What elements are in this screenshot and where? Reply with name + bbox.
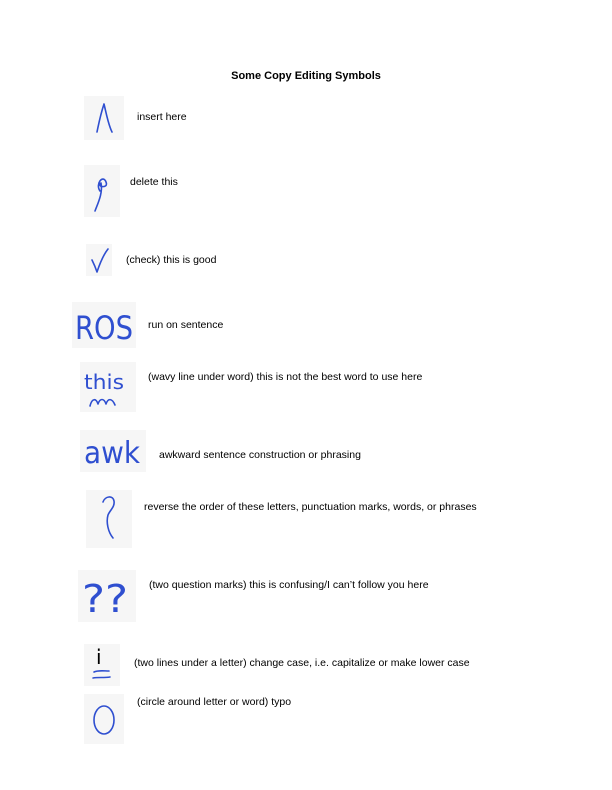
svg-text:this: this [84, 370, 124, 394]
delete-icon [84, 165, 120, 217]
symbol-description: (two question marks) this is confusing/I can’t follow you here [149, 579, 429, 591]
svg-text:awk: awk [84, 436, 141, 471]
svg-text:ROS: ROS [75, 309, 133, 347]
circle-icon [84, 694, 124, 744]
svg-text:??: ?? [82, 577, 128, 621]
symbol-description: (check) this is good [126, 254, 217, 266]
symbol-description: insert here [137, 111, 187, 123]
awkward-icon [80, 430, 146, 472]
symbol-description: delete this [130, 176, 178, 188]
symbol-description: (two lines under a letter) change case, i.e. capitalize or make lower case [134, 657, 470, 669]
wavy-underline-icon [80, 362, 136, 412]
double-underline-icon [84, 644, 120, 686]
run-on-sentence-icon [72, 302, 136, 348]
transpose-icon [86, 490, 132, 548]
checkmark-icon [86, 244, 112, 276]
page-title: Some Copy Editing Symbols [231, 70, 381, 82]
symbol-description: awkward sentence construction or phrasing [159, 449, 361, 461]
svg-text:i: i [96, 645, 102, 669]
symbol-description: run on sentence [148, 319, 224, 331]
double-question-mark-icon [78, 570, 136, 622]
symbol-description: reverse the order of these letters, punctuation marks, words, or phrases [144, 501, 477, 513]
symbol-description: (circle around letter or word) typo [137, 696, 292, 708]
caret-insert-icon [84, 96, 124, 140]
symbol-description: (wavy line under word) this is not the best word to use here [148, 371, 423, 383]
